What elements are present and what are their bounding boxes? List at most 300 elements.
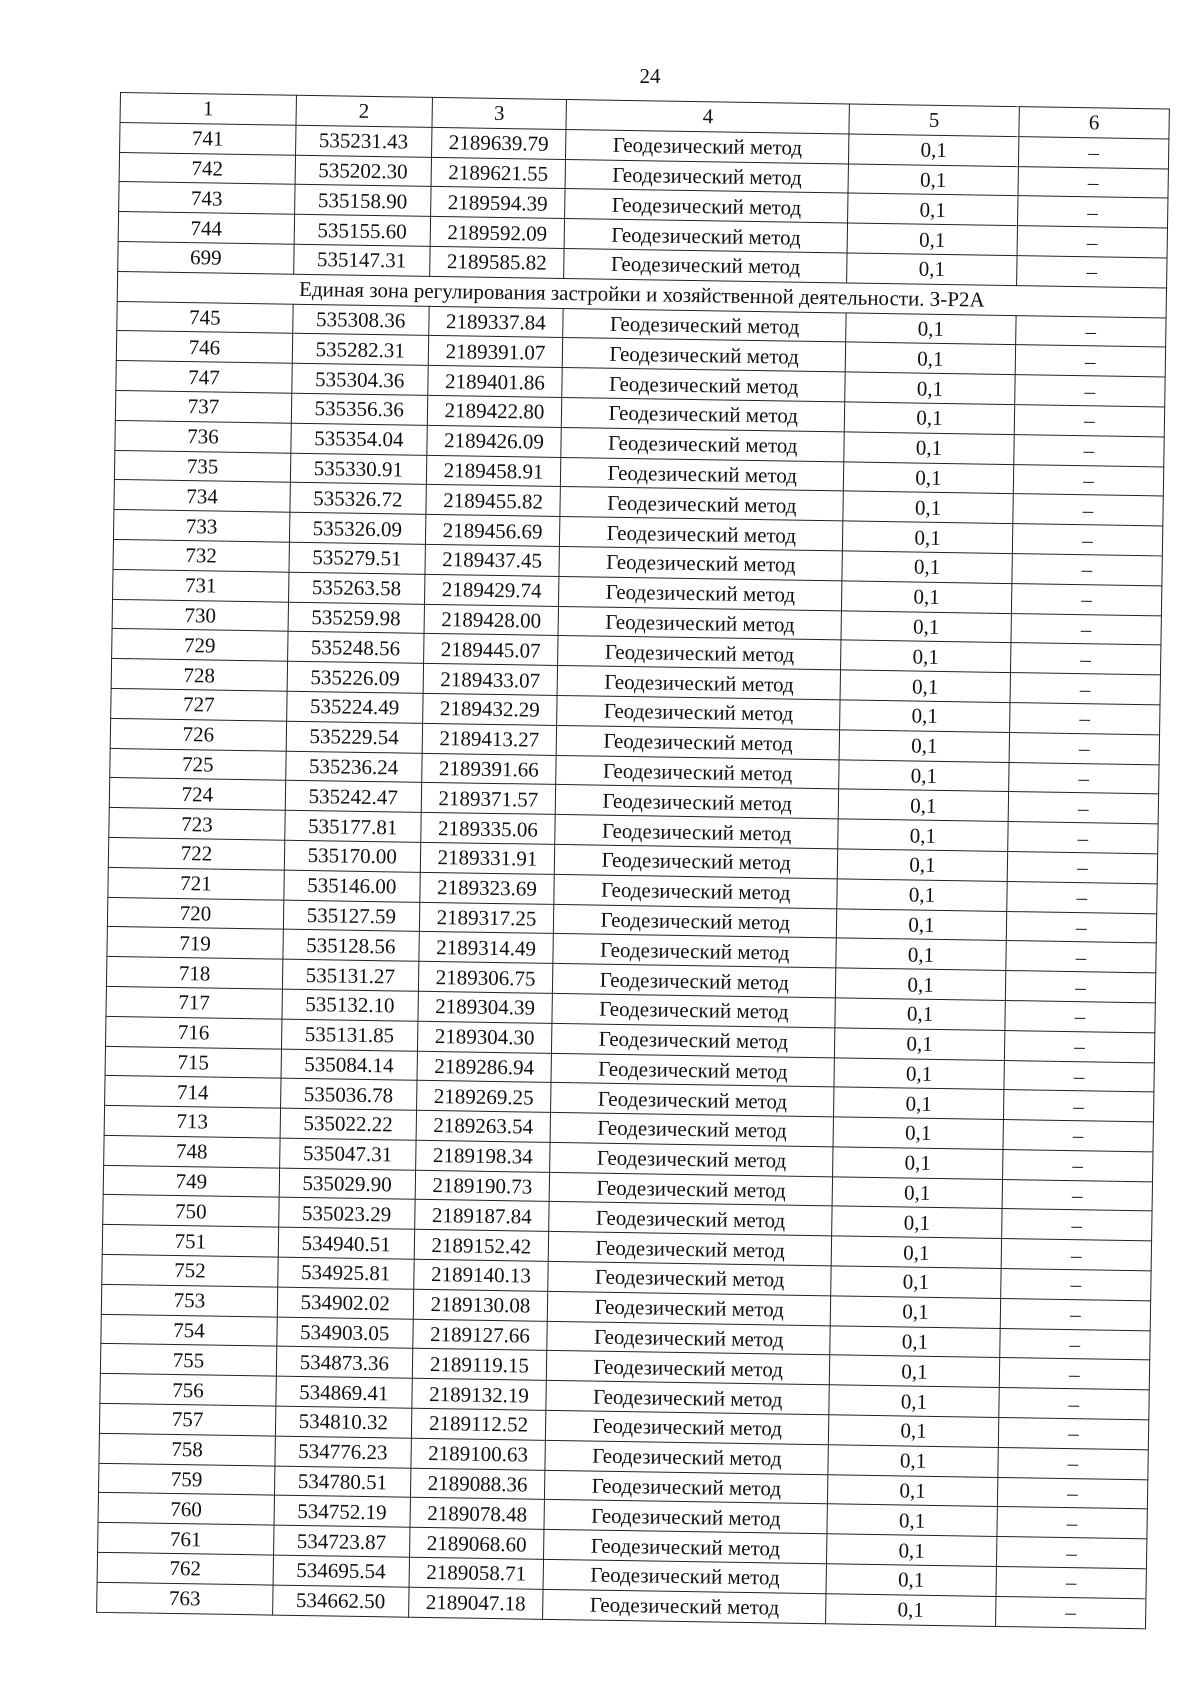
method-cell: Геодезический метод [556, 785, 839, 819]
x-coordinate-cell: 535155.60 [294, 214, 430, 246]
dash-cell: – [997, 1507, 1148, 1539]
point-number-cell: 714 [105, 1076, 281, 1109]
x-coordinate-cell: 535177.81 [285, 810, 421, 842]
method-cell: Геодезический метод [547, 1351, 830, 1385]
method-cell: Геодезический метод [544, 1530, 827, 1564]
precision-cell: 0,1 [849, 134, 1019, 166]
precision-cell: 0,1 [836, 908, 1006, 940]
point-number-cell: 755 [100, 1344, 276, 1377]
point-number-cell: 726 [110, 718, 286, 751]
precision-cell: 0,1 [826, 1594, 996, 1626]
point-number-cell: 722 [108, 837, 284, 870]
x-coordinate-cell: 535128.56 [283, 929, 419, 961]
header-col-3: 3 [432, 97, 567, 129]
precision-cell: 0,1 [842, 581, 1012, 613]
x-coordinate-cell: 535242.47 [285, 781, 421, 813]
precision-cell: 0,1 [843, 491, 1013, 523]
method-cell: Геодезический метод [553, 964, 836, 998]
precision-cell: 0,1 [835, 1028, 1005, 1060]
point-number-cell: 753 [101, 1284, 277, 1317]
method-cell: Геодезический метод [557, 695, 840, 729]
point-number-cell: 743 [119, 182, 295, 215]
dash-cell: – [1011, 583, 1162, 615]
dash-cell: – [1016, 256, 1167, 288]
y-coordinate-cell: 2189594.39 [430, 187, 565, 219]
y-coordinate-cell: 2189323.69 [419, 872, 554, 904]
precision-cell: 0,1 [840, 700, 1010, 732]
dash-cell: – [1002, 1179, 1153, 1211]
method-cell: Геодезический метод [553, 934, 836, 968]
dash-cell: – [1007, 851, 1158, 883]
dash-cell: – [1007, 881, 1158, 913]
x-coordinate-cell: 535047.31 [279, 1138, 415, 1170]
y-coordinate-cell: 2189639.79 [431, 127, 566, 159]
dash-cell: – [1013, 464, 1164, 496]
method-cell: Геодезический метод [561, 457, 844, 491]
point-number-cell: 716 [106, 1016, 282, 1049]
precision-cell: 0,1 [827, 1534, 997, 1566]
point-number-cell: 720 [107, 897, 283, 930]
y-coordinate-cell: 2189445.07 [423, 634, 558, 666]
point-number-cell: 713 [104, 1105, 280, 1138]
point-number-cell: 721 [108, 867, 284, 900]
x-coordinate-cell: 535308.36 [293, 304, 429, 336]
precision-cell: 0,1 [830, 1296, 1000, 1328]
method-cell: Геодезический метод [556, 725, 839, 759]
method-cell: Геодезический метод [560, 517, 843, 551]
x-coordinate-cell: 535326.72 [290, 483, 426, 515]
point-number-cell: 715 [105, 1046, 281, 1079]
x-coordinate-cell: 534873.36 [276, 1347, 412, 1379]
point-number-cell: 732 [113, 539, 289, 572]
dash-cell: – [999, 1388, 1150, 1420]
x-coordinate-cell: 535131.27 [282, 959, 418, 991]
x-coordinate-cell: 535131.85 [281, 1019, 417, 1051]
precision-cell: 0,1 [845, 372, 1015, 404]
x-coordinate-cell: 535354.04 [291, 423, 427, 455]
method-cell: Геодезический метод [554, 904, 837, 938]
y-coordinate-cell: 2189391.07 [428, 336, 563, 368]
y-coordinate-cell: 2189127.66 [412, 1319, 547, 1351]
dash-cell: – [998, 1447, 1149, 1479]
y-coordinate-cell: 2189058.71 [409, 1557, 544, 1589]
precision-cell: 0,1 [839, 759, 1009, 791]
dash-cell: – [1013, 494, 1164, 526]
precision-cell: 0,1 [833, 1117, 1003, 1149]
point-number-cell: 734 [114, 480, 290, 513]
y-coordinate-cell: 2189585.82 [429, 246, 564, 278]
precision-cell: 0,1 [848, 193, 1018, 225]
precision-cell: 0,1 [826, 1564, 996, 1596]
x-coordinate-cell: 534925.81 [278, 1257, 414, 1289]
x-coordinate-cell: 534723.87 [273, 1525, 409, 1557]
precision-cell: 0,1 [830, 1325, 1000, 1357]
point-number-cell: 754 [101, 1314, 277, 1347]
point-number-cell: 730 [112, 599, 288, 632]
point-number-cell: 751 [102, 1225, 278, 1258]
x-coordinate-cell: 535022.22 [280, 1108, 416, 1140]
method-cell: Геодезический метод [558, 606, 841, 640]
point-number-cell: 746 [116, 331, 292, 364]
method-cell: Геодезический метод [551, 1083, 834, 1117]
dash-cell: – [1015, 345, 1166, 377]
point-number-cell: 723 [109, 808, 285, 841]
point-number-cell: 760 [98, 1493, 274, 1526]
y-coordinate-cell: 2189088.36 [410, 1468, 545, 1500]
precision-cell: 0,1 [838, 819, 1008, 851]
x-coordinate-cell: 534776.23 [275, 1436, 411, 1468]
point-number-cell: 756 [100, 1374, 276, 1407]
x-coordinate-cell: 535132.10 [282, 989, 418, 1021]
y-coordinate-cell: 2189592.09 [430, 217, 565, 249]
x-coordinate-cell: 534903.05 [277, 1317, 413, 1349]
method-cell: Геодезический метод [563, 338, 846, 372]
point-number-cell: 748 [104, 1135, 280, 1168]
point-number-cell: 718 [106, 957, 282, 990]
dash-cell: – [1006, 911, 1157, 943]
x-coordinate-cell: 534810.32 [275, 1406, 411, 1438]
dash-cell: – [1018, 136, 1169, 168]
method-cell: Геодезический метод [548, 1261, 831, 1295]
precision-cell: 0,1 [837, 849, 1007, 881]
dash-cell: – [1018, 166, 1169, 198]
method-cell: Геодезический метод [549, 1232, 832, 1266]
y-coordinate-cell: 2189456.69 [425, 515, 560, 547]
dash-cell: – [1003, 1090, 1154, 1122]
precision-cell: 0,1 [841, 640, 1011, 672]
point-number-cell: 717 [106, 986, 282, 1019]
precision-cell: 0,1 [833, 1147, 1003, 1179]
dash-cell: – [1008, 762, 1159, 794]
y-coordinate-cell: 2189112.52 [411, 1408, 546, 1440]
point-number-cell: 725 [110, 748, 286, 781]
x-coordinate-cell: 535304.36 [292, 363, 428, 395]
dash-cell: – [996, 1537, 1147, 1569]
method-cell: Геодезический метод [558, 636, 841, 670]
precision-cell: 0,1 [839, 730, 1009, 762]
y-coordinate-cell: 2189132.19 [411, 1379, 546, 1411]
dash-cell: – [1017, 226, 1168, 258]
precision-cell: 0,1 [847, 253, 1017, 285]
method-cell: Геодезический метод [559, 546, 842, 580]
dash-cell: – [1017, 196, 1168, 228]
method-cell: Геодезический метод [561, 427, 844, 461]
precision-cell: 0,1 [828, 1445, 998, 1477]
precision-cell: 0,1 [836, 938, 1006, 970]
point-number-cell: 724 [109, 778, 285, 811]
header-col-1: 1 [120, 93, 296, 126]
x-coordinate-cell: 535231.43 [295, 125, 431, 157]
y-coordinate-cell: 2189068.60 [409, 1527, 544, 1559]
method-cell: Геодезический метод [566, 129, 849, 163]
header-col-6: 6 [1019, 107, 1170, 139]
x-coordinate-cell: 535282.31 [292, 334, 428, 366]
y-coordinate-cell: 2189304.30 [417, 1021, 552, 1053]
dash-cell: – [1004, 1060, 1155, 1092]
point-number-cell: 758 [99, 1433, 275, 1466]
method-cell: Геодезический метод [554, 874, 837, 908]
method-cell: Геодезический метод [555, 815, 838, 849]
y-coordinate-cell: 2189391.66 [421, 753, 556, 785]
dash-cell: – [1012, 554, 1163, 586]
point-number-cell: 737 [115, 390, 291, 423]
x-coordinate-cell: 535259.98 [288, 602, 424, 634]
dash-cell: – [1002, 1149, 1153, 1181]
method-cell: Геодезический метод [563, 308, 846, 342]
dash-cell: – [1005, 1000, 1156, 1032]
point-number-cell: 735 [114, 450, 290, 483]
x-coordinate-cell: 535029.90 [279, 1168, 415, 1200]
point-number-cell: 741 [120, 122, 296, 155]
point-number-cell: 745 [117, 301, 293, 334]
method-cell: Геодезический метод [564, 219, 847, 253]
x-coordinate-cell: 534902.02 [277, 1287, 413, 1319]
method-cell: Геодезический метод [548, 1291, 831, 1325]
dash-cell: – [1001, 1239, 1152, 1271]
method-cell: Геодезический метод [560, 487, 843, 521]
precision-cell: 0,1 [842, 551, 1012, 583]
point-number-cell: 747 [116, 361, 292, 394]
precision-cell: 0,1 [834, 1087, 1004, 1119]
point-number-cell: 699 [118, 241, 294, 274]
x-coordinate-cell: 534695.54 [273, 1555, 409, 1587]
precision-cell: 0,1 [832, 1206, 1002, 1238]
method-cell: Геодезический метод [550, 1142, 833, 1176]
dash-cell: – [1009, 732, 1160, 764]
y-coordinate-cell: 2189433.07 [423, 663, 558, 695]
method-cell: Геодезический метод [544, 1500, 827, 1534]
dash-cell: – [1008, 822, 1159, 854]
method-cell: Геодезический метод [555, 844, 838, 878]
y-coordinate-cell: 2189304.39 [418, 991, 553, 1023]
point-number-cell: 749 [103, 1165, 279, 1198]
y-coordinate-cell: 2189432.29 [422, 693, 557, 725]
dash-cell: – [1015, 315, 1166, 347]
precision-cell: 0,1 [832, 1177, 1002, 1209]
precision-cell: 0,1 [829, 1385, 999, 1417]
precision-cell: 0,1 [843, 521, 1013, 553]
dash-cell: – [1005, 971, 1156, 1003]
method-cell: Геодезический метод [546, 1410, 829, 1444]
x-coordinate-cell: 535248.56 [287, 632, 423, 664]
precision-cell: 0,1 [847, 223, 1017, 255]
dash-cell: – [1000, 1328, 1151, 1360]
x-coordinate-cell: 534869.41 [276, 1376, 412, 1408]
precision-cell: 0,1 [829, 1355, 999, 1387]
y-coordinate-cell: 2189078.48 [410, 1498, 545, 1530]
point-number-cell: 727 [111, 688, 287, 721]
dash-cell: – [1014, 405, 1165, 437]
dash-cell: – [1006, 941, 1157, 973]
point-number-cell: 742 [119, 152, 295, 185]
y-coordinate-cell: 2189413.27 [422, 723, 557, 755]
method-cell: Геодезический метод [552, 1023, 835, 1057]
x-coordinate-cell: 535224.49 [287, 691, 423, 723]
dash-cell: – [1014, 434, 1165, 466]
x-coordinate-cell: 535146.00 [284, 870, 420, 902]
y-coordinate-cell: 2189306.75 [418, 961, 553, 993]
x-coordinate-cell: 535330.91 [290, 453, 426, 485]
y-coordinate-cell: 2189047.18 [408, 1587, 543, 1619]
x-coordinate-cell: 535023.29 [279, 1198, 415, 1230]
x-coordinate-cell: 535226.09 [287, 661, 423, 693]
point-number-cell: 728 [111, 659, 287, 692]
method-cell: Геодезический метод [543, 1559, 826, 1593]
zone-title: Единая зона регулирования застройки и хозяйственной деятельности. З-Р2А [117, 271, 1166, 317]
point-number-cell: 736 [115, 420, 291, 453]
y-coordinate-cell: 2189422.80 [427, 395, 562, 427]
y-coordinate-cell: 2189458.91 [426, 455, 561, 487]
x-coordinate-cell: 534662.50 [272, 1585, 408, 1617]
point-number-cell: 752 [102, 1254, 278, 1287]
precision-cell: 0,1 [840, 670, 1010, 702]
method-cell: Геодезический метод [549, 1202, 832, 1236]
dash-cell: – [1000, 1298, 1151, 1330]
dash-cell: – [1003, 1120, 1154, 1152]
y-coordinate-cell: 2189119.15 [412, 1349, 547, 1381]
precision-cell: 0,1 [845, 342, 1015, 374]
x-coordinate-cell: 535236.24 [286, 751, 422, 783]
point-number-cell: 761 [98, 1523, 274, 1556]
precision-cell: 0,1 [828, 1415, 998, 1447]
y-coordinate-cell: 2189190.73 [415, 1170, 550, 1202]
dash-cell: – [1011, 613, 1162, 645]
precision-cell: 0,1 [827, 1504, 997, 1536]
dash-cell: – [996, 1566, 1147, 1598]
y-coordinate-cell: 2189317.25 [419, 902, 554, 934]
page-number: 24 [639, 64, 661, 88]
x-coordinate-cell: 535263.58 [288, 572, 424, 604]
table-body [97, 122, 1169, 1628]
y-coordinate-cell: 2189335.06 [420, 812, 555, 844]
x-coordinate-cell: 534940.51 [278, 1227, 414, 1259]
dash-cell: – [1001, 1209, 1152, 1241]
method-cell: Геодезический метод [565, 189, 848, 223]
method-cell: Геодезический метод [551, 1053, 834, 1087]
dash-cell: – [1008, 792, 1159, 824]
method-cell: Геодезический метод [565, 159, 848, 193]
dash-cell: – [1010, 673, 1161, 705]
method-cell: Геодезический метод [552, 993, 835, 1027]
point-number-cell: 733 [113, 510, 289, 543]
precision-cell: 0,1 [836, 968, 1006, 1000]
precision-cell: 0,1 [835, 998, 1005, 1030]
dash-cell: – [997, 1477, 1148, 1509]
x-coordinate-cell: 535036.78 [280, 1078, 416, 1110]
method-cell: Геодезический метод [562, 397, 845, 431]
dash-cell: – [1000, 1269, 1151, 1301]
precision-cell: 0,1 [828, 1474, 998, 1506]
method-cell: Геодезический метод [562, 368, 845, 402]
method-cell: Геодезический метод [559, 576, 842, 610]
point-number-cell: 763 [97, 1582, 273, 1615]
y-coordinate-cell: 2189140.13 [413, 1259, 548, 1291]
y-coordinate-cell: 2189428.00 [424, 604, 559, 636]
dash-cell: – [998, 1418, 1149, 1450]
header-col-4: 4 [566, 100, 849, 134]
y-coordinate-cell: 2189337.84 [428, 306, 563, 338]
y-coordinate-cell: 2189621.55 [431, 157, 566, 189]
y-coordinate-cell: 2189198.34 [415, 1140, 550, 1172]
x-coordinate-cell: 535127.59 [283, 900, 419, 932]
precision-cell: 0,1 [843, 461, 1013, 493]
point-number-cell: 750 [103, 1195, 279, 1228]
precision-cell: 0,1 [837, 879, 1007, 911]
precision-cell: 0,1 [834, 1057, 1004, 1089]
point-number-cell: 759 [98, 1463, 274, 1496]
method-cell: Геодезический метод [557, 666, 840, 700]
x-coordinate-cell: 535170.00 [284, 840, 420, 872]
coordinates-table [96, 92, 1170, 1629]
precision-cell: 0,1 [846, 313, 1016, 345]
x-coordinate-cell: 535158.90 [294, 185, 430, 217]
point-number-cell: 757 [99, 1403, 275, 1436]
dash-cell: – [1010, 643, 1161, 675]
y-coordinate-cell: 2189401.86 [427, 366, 562, 398]
y-coordinate-cell: 2189455.82 [426, 485, 561, 517]
x-coordinate-cell: 535229.54 [286, 721, 422, 753]
y-coordinate-cell: 2189263.54 [416, 1110, 551, 1142]
precision-cell: 0,1 [848, 164, 1018, 196]
point-number-cell: 731 [113, 569, 289, 602]
y-coordinate-cell: 2189269.25 [416, 1081, 551, 1113]
precision-cell: 0,1 [831, 1266, 1001, 1298]
precision-cell: 0,1 [841, 610, 1011, 642]
y-coordinate-cell: 2189100.63 [411, 1438, 546, 1470]
point-number-cell: 729 [112, 629, 288, 662]
x-coordinate-cell: 535147.31 [294, 244, 430, 276]
x-coordinate-cell: 535356.36 [291, 393, 427, 425]
y-coordinate-cell: 2189130.08 [413, 1289, 548, 1321]
point-number-cell: 744 [118, 212, 294, 245]
method-cell: Геодезический метод [546, 1381, 829, 1415]
y-coordinate-cell: 2189286.94 [417, 1051, 552, 1083]
dash-cell: – [1012, 524, 1163, 556]
dash-cell: – [999, 1358, 1150, 1390]
method-cell: Геодезический метод [550, 1112, 833, 1146]
method-cell: Геодезический метод [549, 1172, 832, 1206]
y-coordinate-cell: 2189371.57 [421, 783, 556, 815]
precision-cell: 0,1 [831, 1236, 1001, 1268]
x-coordinate-cell: 535202.30 [295, 155, 431, 187]
y-coordinate-cell: 2189426.09 [426, 425, 561, 457]
y-coordinate-cell: 2189314.49 [418, 932, 553, 964]
dash-cell: – [995, 1596, 1146, 1628]
method-cell: Геодезический метод [556, 755, 839, 789]
method-cell: Геодезический метод [543, 1589, 826, 1623]
dash-cell: – [1009, 702, 1160, 734]
point-number-cell: 762 [97, 1552, 273, 1585]
method-cell: Геодезический метод [545, 1440, 828, 1474]
y-coordinate-cell: 2189437.45 [425, 544, 560, 576]
method-cell: Геодезический метод [545, 1470, 828, 1504]
dash-cell: – [1015, 375, 1166, 407]
method-cell: Геодезический метод [564, 248, 847, 282]
x-coordinate-cell: 534752.19 [274, 1496, 410, 1528]
y-coordinate-cell: 2189429.74 [424, 574, 559, 606]
y-coordinate-cell: 2189152.42 [414, 1230, 549, 1262]
x-coordinate-cell: 534780.51 [274, 1466, 410, 1498]
point-number-cell: 719 [107, 927, 283, 960]
precision-cell: 0,1 [844, 432, 1014, 464]
x-coordinate-cell: 535084.14 [281, 1049, 417, 1081]
x-coordinate-cell: 535326.09 [289, 512, 425, 544]
x-coordinate-cell: 535279.51 [289, 542, 425, 574]
precision-cell: 0,1 [838, 789, 1008, 821]
precision-cell: 0,1 [844, 402, 1014, 434]
header-col-2: 2 [296, 95, 432, 127]
y-coordinate-cell: 2189331.91 [420, 842, 555, 874]
